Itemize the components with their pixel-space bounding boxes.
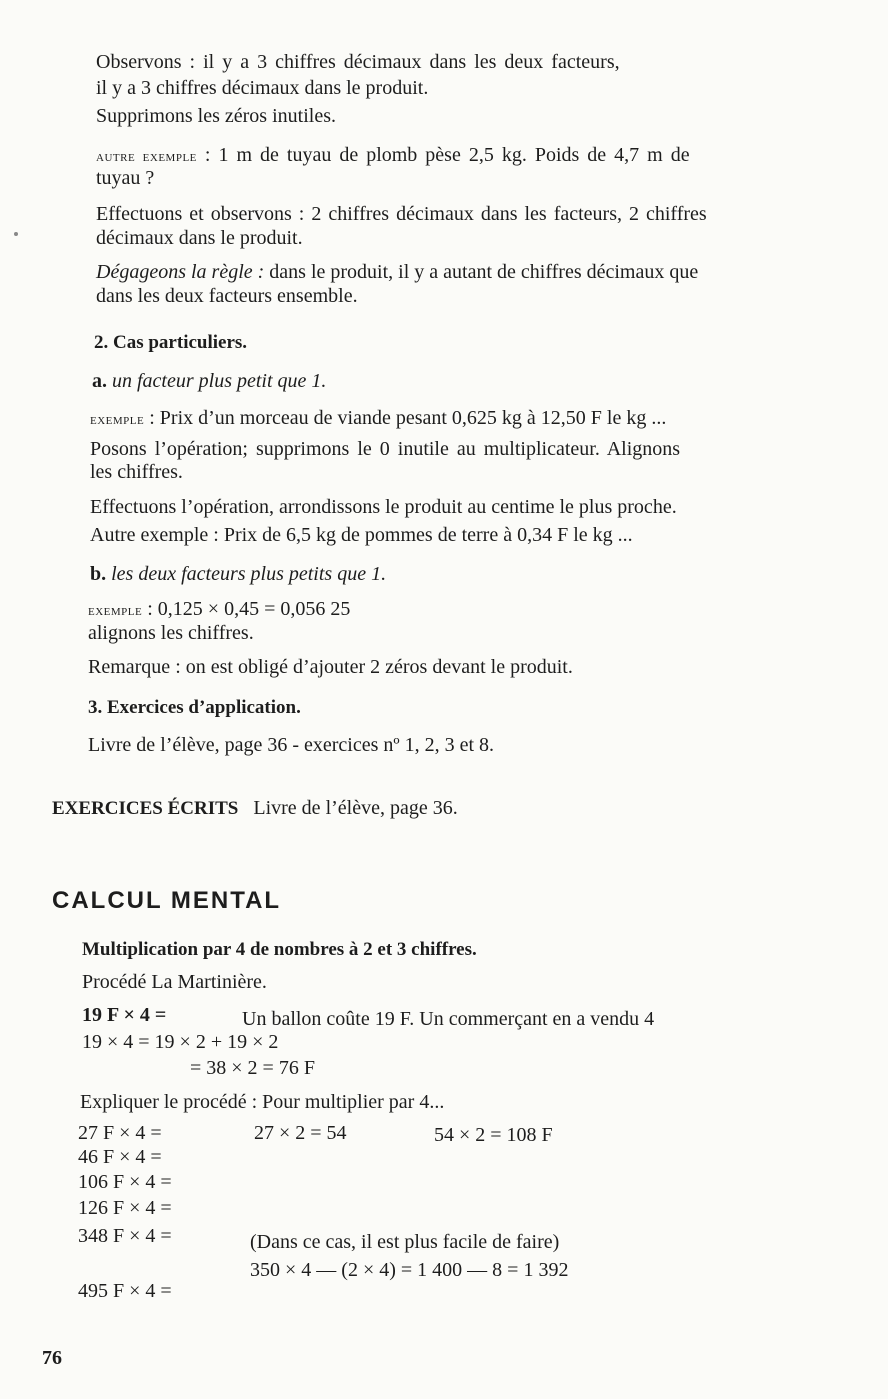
subcase-b-text: les deux facteurs plus petits que 1. <box>111 563 387 585</box>
exercise-mid: 27 × 2 = 54 <box>254 1122 347 1144</box>
exercise-left: 126 F × 4 = <box>78 1197 172 1219</box>
subcase-b <box>90 562 386 586</box>
subcase-a-label: a. <box>92 370 107 392</box>
exercise-left: 46 F × 4 = <box>78 1146 162 1168</box>
paragraph-line: Livre de l’élève, page 36 - exercices nº 1, 2, 3 et 8. <box>88 734 495 756</box>
paragraph-line: il y a 3 chiffres décimaux dans le produit. <box>96 77 429 99</box>
section-heading: 3. Exercices d’application. <box>88 697 301 718</box>
calc-line: = 38 × 2 = 76 F <box>190 1057 315 1079</box>
paragraph-line: Expliquer le procédé : Pour multiplier par 4... <box>80 1091 445 1113</box>
regle-line <box>96 260 698 284</box>
exercices-ecrits-line <box>52 796 458 821</box>
exercise-mid: (Dans ce cas, il est plus facile de faire) <box>250 1231 560 1253</box>
page-number: 76 <box>42 1347 62 1369</box>
exemple-text: : 0,125 × 0,45 = 0,056 25 <box>142 598 351 620</box>
regle-label: Dégageons la règle : <box>96 261 265 283</box>
exercices-ecrits-text: Livre de l’élève, page 36. <box>253 797 458 819</box>
paragraph-line: alignons les chiffres. <box>88 622 254 644</box>
paragraph-line: Observons : il y a 3 chiffres décimaux dans les deux facteurs, <box>96 51 620 73</box>
subcase-a <box>92 369 326 393</box>
paragraph-line: tuyau ? <box>96 167 155 189</box>
paragraph-line: Autre exemple : Prix de 6,5 kg de pommes de terre à 0,34 F le kg ... <box>90 524 633 546</box>
subcase-a-text: un facteur plus petit que 1. <box>112 370 327 392</box>
exemple-label: exemple <box>88 602 143 619</box>
paragraph-line: Remarque : on est obligé d’ajouter 2 zéros devant le produit. <box>88 656 573 678</box>
exercise-right: 54 × 2 = 108 F <box>434 1124 553 1146</box>
stray-mark <box>14 232 18 236</box>
autre-exemple-text: : 1 m de tuyau de plomb pèse 2,5 kg. Poids de 4,7 m de <box>196 144 690 166</box>
calc-line: 19 × 4 = 19 × 2 + 19 × 2 <box>82 1031 279 1053</box>
paragraph-line: Supprimons les zéros inutiles. <box>96 105 336 127</box>
exercise-left: 495 F × 4 = <box>78 1280 172 1302</box>
exercices-ecrits-label: EXERCICES ÉCRITS <box>52 798 239 819</box>
paragraph-line: décimaux dans le produit. <box>96 227 303 249</box>
exemple-line <box>88 597 350 623</box>
paragraph-line: Posons l’opération; supprimons le 0 inutile au multiplicateur. Alignons <box>90 438 681 460</box>
paragraph-line: les chiffres. <box>90 461 183 483</box>
paragraph-line: Effectuons et observons : 2 chiffres décimaux dans les facteurs, 2 chiffres <box>96 203 707 225</box>
paragraph-line: dans les deux facteurs ensemble. <box>96 285 358 307</box>
exemple-label: exemple <box>90 411 145 428</box>
regle-text: dans le produit, il y a autant de chiffres décimaux que <box>264 261 699 283</box>
calcul-subheading: Multiplication par 4 de nombres à 2 et 3 chiffres. <box>82 939 477 960</box>
autre-exemple-label: autre exemple <box>96 148 197 165</box>
exercise-left: 348 F × 4 = <box>78 1225 172 1247</box>
exercise-left: 106 F × 4 = <box>78 1171 172 1193</box>
autre-exemple-line <box>96 143 690 169</box>
paragraph-line: Procédé La Martinière. <box>82 971 267 993</box>
exemple-line <box>90 406 666 432</box>
exercise-left: 27 F × 4 = <box>78 1122 162 1144</box>
subcase-b-label: b. <box>90 563 107 585</box>
example-statement: Un ballon coûte 19 F. Un commerçant en a vendu 4 <box>242 1008 655 1030</box>
paragraph-line: Effectuons l’opération, arrondissons le produit au centime le plus proche. <box>90 496 677 518</box>
exercise-mid: 350 × 4 — (2 × 4) = 1 400 — 8 = 1 392 <box>250 1259 569 1281</box>
calcul-mental-title: CALCUL MENTAL <box>52 887 282 914</box>
example-operation: 19 F × 4 = <box>82 1004 167 1026</box>
exemple-text: : Prix d’un morceau de viande pesant 0,625 kg à 12,50 F le kg ... <box>144 407 667 429</box>
section-heading: 2. Cas particuliers. <box>94 332 248 353</box>
